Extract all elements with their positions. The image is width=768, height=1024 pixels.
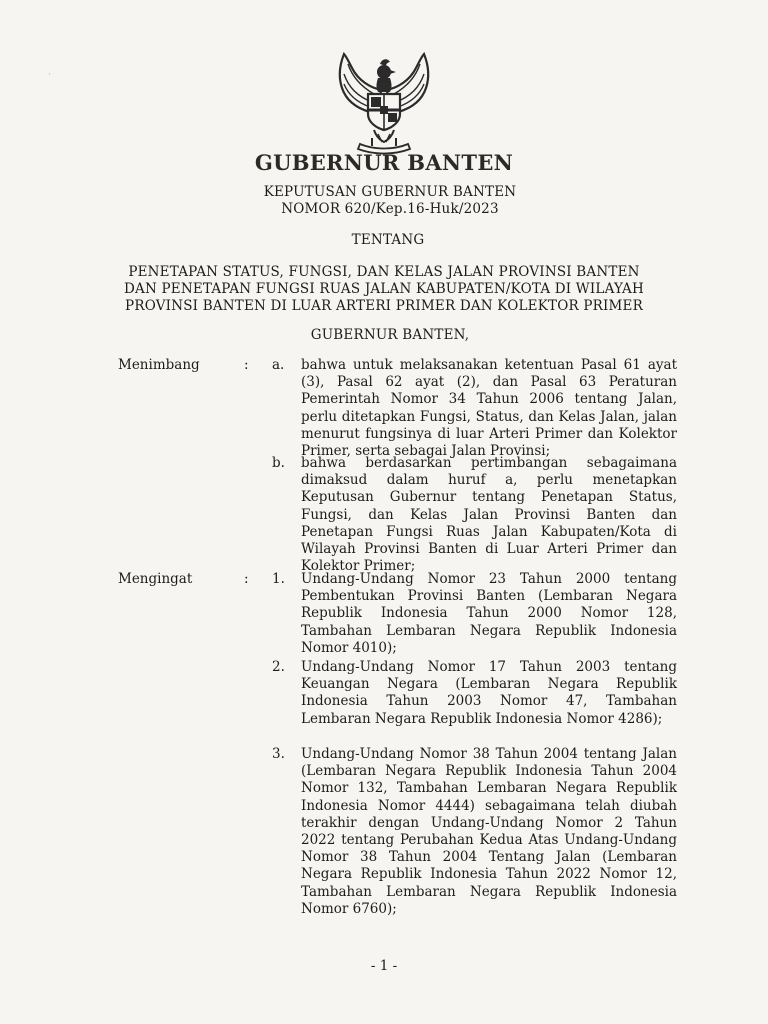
subject-line: DAN PENETAPAN FUNGSI RUAS JALAN KABUPATEN/KOTA DI WILAYAH: [124, 281, 644, 297]
mengingat-colon: :: [244, 571, 249, 587]
subject-line: PENETAPAN STATUS, FUNGSI, DAN KELAS JALAN PROVINSI BANTEN: [128, 264, 640, 280]
scan-speck: ·: [48, 70, 51, 80]
subject-line: PROVINSI BANTEN DI LUAR ARTERI PRIMER DAN KOLEKTOR PRIMER: [125, 298, 643, 314]
list-item-marker: b.: [272, 455, 285, 471]
mengingat-label: Mengingat: [118, 571, 193, 587]
tentang-heading: TENTANG: [351, 232, 425, 248]
menimbang-colon: :: [244, 357, 249, 373]
page-number: - 1 -: [370, 958, 398, 974]
mengingat-item-2: Undang-Undang Nomor 17 Tahun 2003 tentang Keuangan Negara (Lembaran Negara Republik Indonesia Tahun 2003 Nomor 47, Tambahan Lembaran Negara Republik Indonesia Nomor 4286);: [301, 659, 677, 727]
list-item-marker: 3.: [272, 746, 285, 762]
garuda-emblem-icon: [330, 50, 438, 156]
decree-number: NOMOR 620/Kep.16-Huk/2023: [281, 201, 499, 217]
mengingat-item-1: Undang-Undang Nomor 23 Tahun 2000 tentang Pembentukan Provinsi Banten (Lembaran Negara Republik Indonesia Tahun 2000 Nomor 128, Tambahan Lembaran Negara Republik Indonesia Nomor 4010);: [301, 571, 677, 656]
mengingat-item-3: Undang-Undang Nomor 38 Tahun 2004 tentang Jalan (Lembaran Negara Republik Indonesia Tahun 2004 Nomor 132, Tambahan Lembaran Negara Republik Indonesia Nomor 4444) sebagaimana telah diubah terakhir dengan Undang-Undang Nomor 2 Tahun 2022 tentang Perubahan Kedua Atas Undang-Undang Nomor 38 Tahun 2004 Tentang Jalan (Lembaran Negara Republik Indonesia Tahun 2022 Nomor 12, Tambahan Lembaran Negara Republik Indonesia Nomor 6760);: [301, 746, 677, 917]
decree-title: KEPUTUSAN GUBERNUR BANTEN: [263, 184, 517, 200]
menimbang-item-a: bahwa untuk melaksanakan ketentuan Pasal 61 ayat (3), Pasal 62 ayat (2), dan Pasal 63 Peraturan Pemerintah Nomor 34 Tahun 2006 tentang Jalan, perlu ditetapkan Fungsi, Status, dan Kelas Jalan, jalan menurut fungsinya di luar Arteri Primer dan Kolektor Primer, serta sebagai Jalan Provinsi;: [301, 357, 677, 460]
menimbang-label: Menimbang: [118, 357, 200, 373]
list-item-marker: a.: [272, 357, 285, 373]
list-item-marker: 1.: [272, 571, 285, 587]
page-title: GUBERNUR BANTEN: [254, 150, 514, 175]
issuer-heading: GUBERNUR BANTEN,: [310, 327, 470, 343]
list-item-marker: 2.: [272, 659, 285, 675]
menimbang-item-b: bahwa berdasarkan pertimbangan sebagaimana dimaksud dalam huruf a, perlu menetapkan Keputusan Gubernur tentang Penetapan Status, Fungsi, dan Kelas Jalan Provinsi Banten dan Penetapan Fungsi Ruas Jalan Kabupaten/Kota di Wilayah Provinsi Banten di Luar Arteri Primer dan Kolektor Primer;: [301, 455, 677, 575]
